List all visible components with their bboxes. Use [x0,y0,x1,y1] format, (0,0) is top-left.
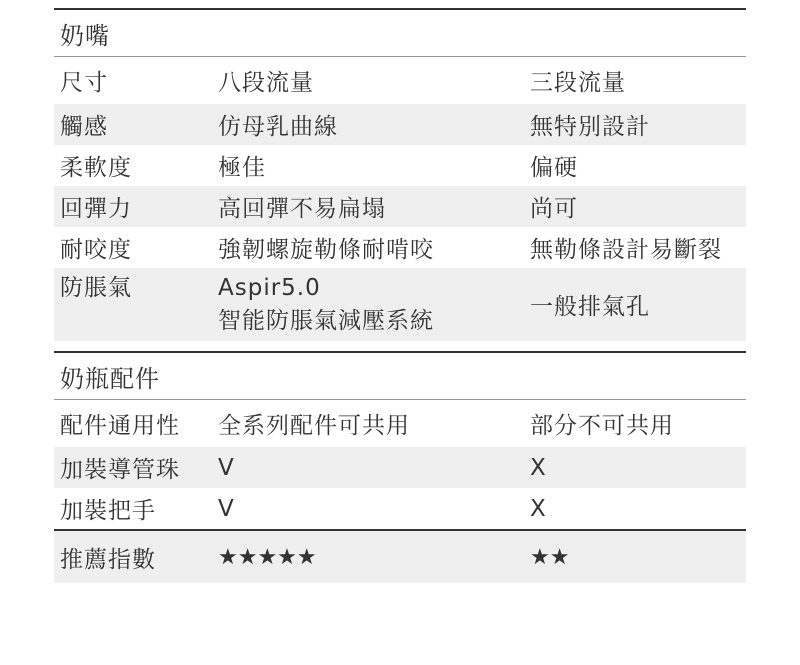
product-a-value: 仿母乳曲線 [218,114,338,140]
table-row-size [54,57,746,104]
comparison-table [54,8,746,583]
table-row-resilience [54,186,746,227]
table-row-bite-resistance [54,227,746,268]
product-b-value: 一般排氣孔 [530,294,650,320]
product-b-rating-stars: ★★ [530,544,570,570]
row-label: 加裝把手 [60,498,156,524]
product-a-rating-stars: ★★★★★ [218,544,317,570]
product-a-value: 高回彈不易扁塌 [218,196,386,222]
row-label: 尺寸 [60,70,108,96]
product-b-value: X [530,454,547,481]
table-row-rating [54,531,746,583]
product-b-value: 無勒條設計易斷裂 [530,237,722,263]
table-row-softness [54,145,746,186]
product-a-value-line1: Aspir5.0 [218,275,321,301]
product-a-value: 強韌螺旋勒條耐啃咬 [218,237,434,263]
product-b-value: 偏硬 [530,155,578,181]
product-b-value: 無特別設計 [530,114,650,140]
table-row-handle [54,488,746,529]
product-a-value: 全系列配件可共用 [218,413,410,439]
product-b-value: 三段流量 [530,70,626,96]
table-row-texture [54,104,746,145]
product-a-value: 極佳 [218,155,266,181]
row-label: 耐咬度 [60,237,132,263]
product-b-value: 部分不可共用 [530,413,674,439]
product-b-value: 尚可 [530,196,578,222]
row-label: 推薦指數 [60,546,156,573]
row-label: 回彈力 [60,196,132,222]
product-a-value-line2: 智能防脹氣減壓系統 [218,308,434,334]
product-b-value: X [530,495,547,522]
section-title-accessories: 奶瓶配件 [60,364,160,393]
table-row-straw-ball [54,447,746,488]
row-label: 防脹氣 [60,275,132,301]
product-a-value: V [218,454,235,481]
product-a-value [218,268,530,338]
table-row-compatibility [54,400,746,447]
table-row-anti-colic [54,268,746,341]
product-a-value: V [218,495,235,522]
section-title-nipple: 奶嘴 [60,21,110,50]
row-label: 配件通用性 [60,413,180,439]
product-a-value: 八段流量 [218,70,314,96]
row-label: 柔軟度 [60,155,132,181]
row-label: 觸感 [60,114,108,140]
row-label: 加裝導管珠 [60,457,180,483]
